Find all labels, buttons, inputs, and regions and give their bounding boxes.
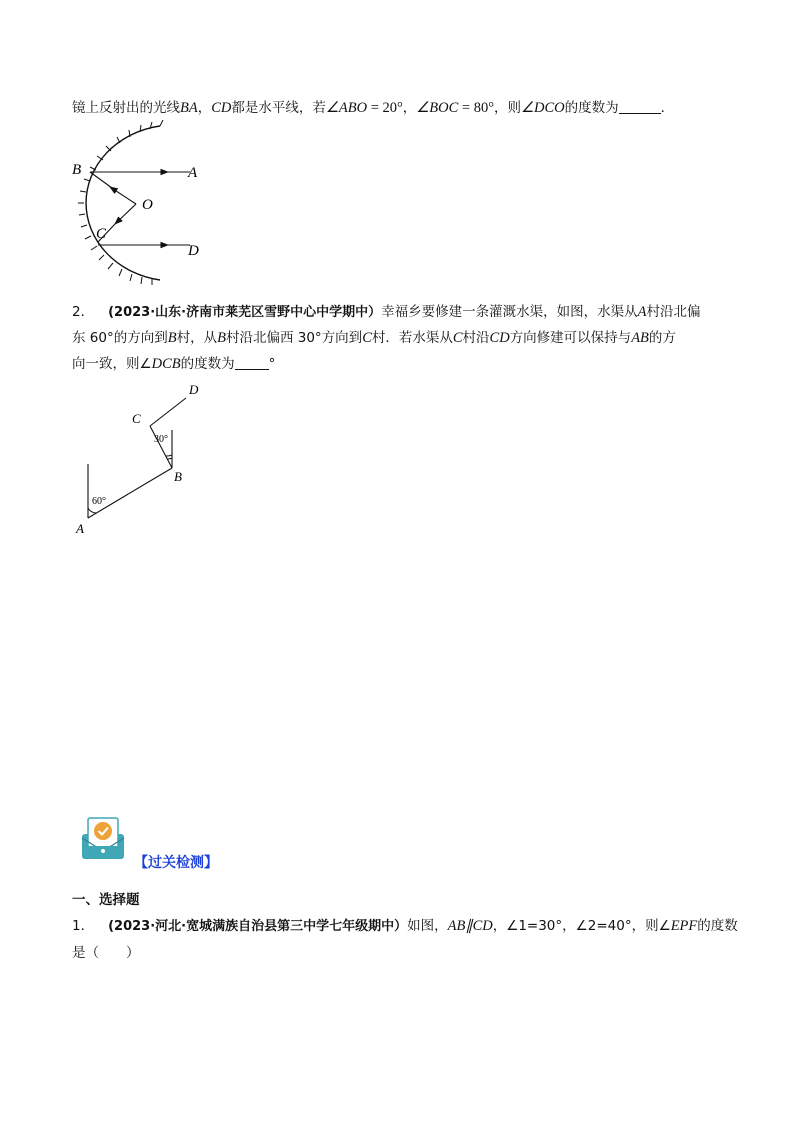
label-O: O <box>142 197 153 213</box>
segment-CD <box>150 398 186 426</box>
ray-OB <box>110 187 136 204</box>
label-C: C <box>132 411 141 426</box>
label-D: D <box>189 382 199 397</box>
question-3-line2: 是（ ） <box>72 945 140 961</box>
segment-BC <box>150 426 172 468</box>
label-D: D <box>188 243 199 259</box>
question-2-line3: 向一致，则∠DCB的度数为 ° <box>72 356 276 372</box>
label-angle-30: 30° <box>154 434 168 445</box>
canal-figure <box>72 380 212 540</box>
label-B: B <box>174 469 182 484</box>
label-B: B <box>72 162 82 178</box>
segment-AB <box>88 468 172 518</box>
angle-arc-B <box>167 458 172 459</box>
mirror-figure <box>68 120 218 285</box>
question-prev-line: 镜上反射出的光线BA，CD都是水平线，若∠ABO = 20°，∠BOC = 80°，则∠DCO的度数为 ． <box>72 100 675 116</box>
question-3-line1: 1． (2023·河北·宽城满族自治县第三中学七年级期中）如图，AB∥CD，∠1=30°，∠2=40°，则∠EPF的度数 <box>72 918 738 934</box>
question-2-line1: 2． (2023·山东·济南市莱芜区雪野中心中学期中）幸福乡要修建一条灌溉水渠，如图，水渠从A村沿北偏 <box>72 304 701 320</box>
section-heading: 一、选择题 <box>72 892 140 908</box>
label-A: A <box>76 521 84 536</box>
ray-OC <box>115 204 136 224</box>
label-angle-60: 60° <box>92 496 106 507</box>
angle-arc-A <box>88 508 96 513</box>
label-A: A <box>188 165 198 181</box>
check-badge-icon <box>80 816 126 862</box>
label-C: C <box>96 226 107 242</box>
question-2-line2: 东 60°的方向到B村，从B村沿北偏西 30°方向到C村．若水渠从C村沿CD方向修建可以保持与AB的方 <box>72 330 676 346</box>
section-title: 【过关检测】 <box>134 855 218 871</box>
answer-blank <box>235 369 269 370</box>
answer-blank <box>619 113 661 114</box>
